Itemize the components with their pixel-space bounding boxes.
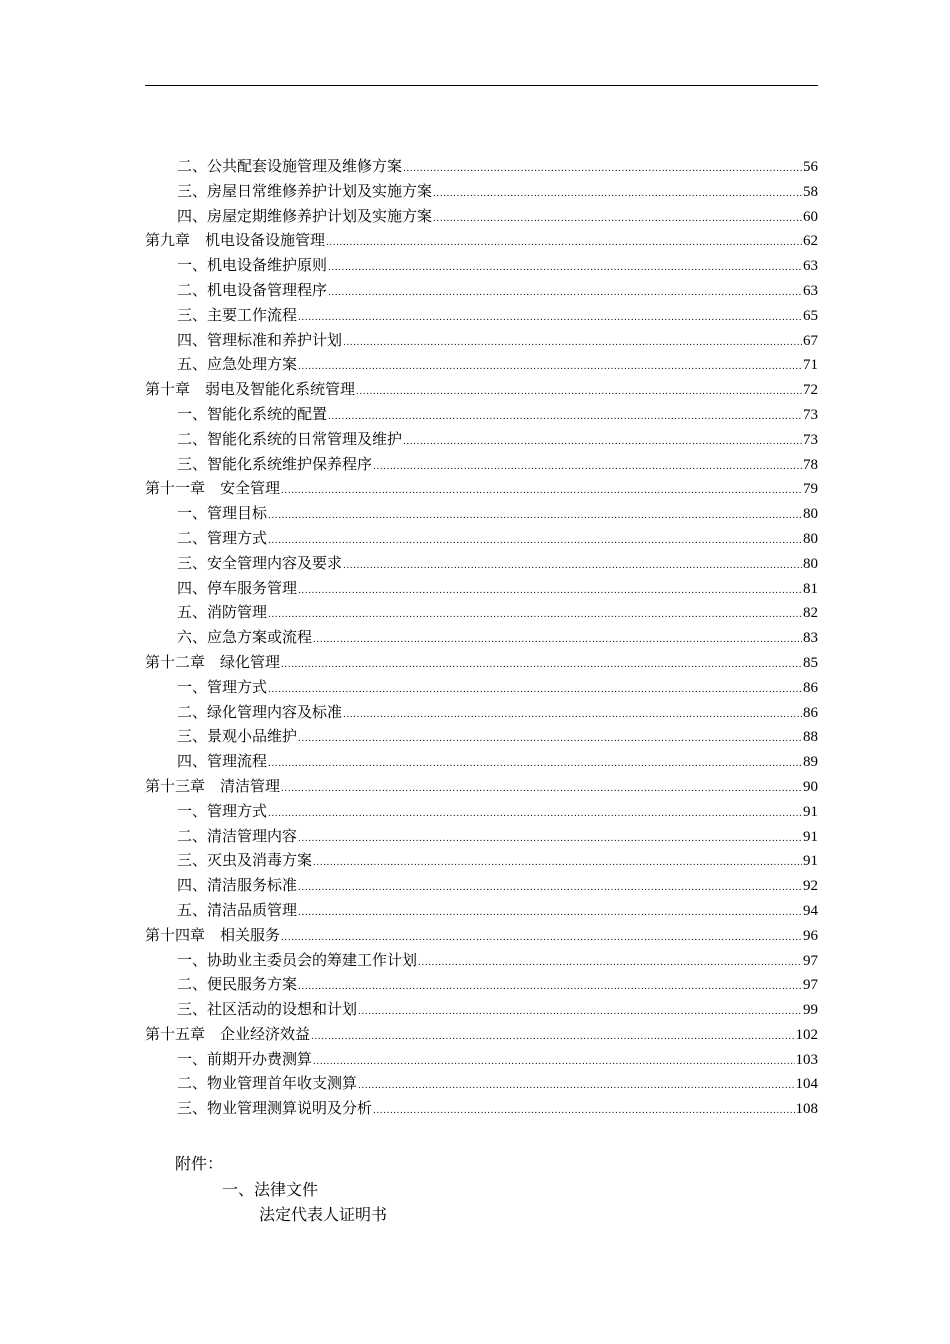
toc-dot-leader xyxy=(313,1057,794,1067)
toc-entry-title: 二、管理方式 xyxy=(177,528,268,547)
toc-dot-leader xyxy=(403,437,802,447)
appendix-title: 附件： xyxy=(175,1154,224,1173)
toc-page-number: 90 xyxy=(803,778,818,795)
toc-entry-title: 一、前期开办费测算 xyxy=(177,1049,313,1068)
toc-entry-title: 第十四章 相关服务 xyxy=(145,925,281,944)
toc-page-number: 99 xyxy=(803,1002,818,1019)
toc-dot-leader xyxy=(281,784,802,794)
toc-dot-leader xyxy=(343,561,802,571)
toc-chapter-row[interactable] xyxy=(145,1023,818,1048)
toc-section-row[interactable] xyxy=(145,453,818,478)
toc-dot-leader xyxy=(433,189,802,199)
toc-page-number: 80 xyxy=(803,530,818,547)
toc-dot-leader xyxy=(298,586,802,596)
toc-dot-leader xyxy=(311,1032,794,1042)
toc-chapter-row[interactable] xyxy=(145,775,818,800)
toc-dot-leader xyxy=(298,908,802,918)
toc-page-number: 60 xyxy=(803,208,818,225)
toc-page-number: 94 xyxy=(803,902,818,919)
toc-entry-title: 四、停车服务管理 xyxy=(177,578,298,597)
toc-entry-title: 四、清洁服务标准 xyxy=(177,876,298,895)
toc-dot-leader xyxy=(358,1081,794,1091)
toc-page-number: 82 xyxy=(803,605,818,622)
toc-page-number: 104 xyxy=(795,1076,818,1093)
toc-dot-leader xyxy=(298,834,802,844)
toc-page-number: 56 xyxy=(803,159,818,175)
toc-entry-title: 第十三章 清洁管理 xyxy=(145,776,281,795)
toc-chapter-row[interactable] xyxy=(145,924,818,949)
toc-chapter-row[interactable] xyxy=(145,378,818,403)
toc-entry-title: 三、房屋日常维修养护计划及实施方案 xyxy=(177,181,433,200)
toc-entry-title: 二、机电设备管理程序 xyxy=(177,280,328,299)
toc-page-number: 81 xyxy=(803,580,818,597)
toc-page-number: 63 xyxy=(803,258,818,275)
toc-dot-leader xyxy=(268,511,802,521)
toc-section-row[interactable] xyxy=(145,353,818,378)
toc-page-number: 92 xyxy=(803,878,818,895)
toc-dot-leader xyxy=(298,313,802,323)
toc-page-number: 58 xyxy=(803,183,818,200)
toc-page-number: 83 xyxy=(803,630,818,647)
toc-page-number: 65 xyxy=(803,307,818,324)
toc-section-row[interactable] xyxy=(145,626,818,651)
toc-section-row[interactable] xyxy=(145,849,818,874)
toc-page-number: 97 xyxy=(803,977,818,994)
toc-page-number: 72 xyxy=(803,382,818,399)
table-of-contents xyxy=(145,155,818,1122)
toc-page-number: 67 xyxy=(803,332,818,349)
toc-page-number: 88 xyxy=(803,729,818,746)
toc-section-row[interactable] xyxy=(145,502,818,527)
toc-entry-title: 三、主要工作流程 xyxy=(177,305,298,324)
toc-chapter-row[interactable] xyxy=(145,651,818,676)
toc-section-row[interactable] xyxy=(145,577,818,602)
toc-section-row[interactable] xyxy=(145,874,818,899)
toc-dot-leader xyxy=(373,462,802,472)
toc-page-number: 85 xyxy=(803,654,818,671)
toc-dot-leader xyxy=(328,263,802,273)
toc-dot-leader xyxy=(268,610,802,620)
toc-dot-leader xyxy=(328,288,802,298)
toc-section-row[interactable] xyxy=(145,949,818,974)
toc-page-number: 62 xyxy=(803,233,818,250)
toc-dot-leader xyxy=(298,734,802,744)
toc-page-number: 108 xyxy=(795,1101,818,1118)
toc-entry-title: 五、消防管理 xyxy=(177,603,268,622)
toc-entry-title: 三、社区活动的设想和计划 xyxy=(177,1000,358,1019)
toc-page-number: 97 xyxy=(803,952,818,969)
toc-entry-title: 一、智能化系统的配置 xyxy=(177,404,328,423)
appendix-sub-item: 法定代表人证明书 xyxy=(259,1205,388,1224)
toc-page-number: 91 xyxy=(803,803,818,820)
toc-dot-leader xyxy=(403,164,802,174)
toc-entry-title: 四、管理标准和养护计划 xyxy=(177,330,343,349)
toc-section-row[interactable] xyxy=(145,403,818,428)
toc-page-number: 71 xyxy=(803,357,818,374)
toc-entry-title: 三、智能化系统维护保养程序 xyxy=(177,454,373,473)
toc-page-number: 91 xyxy=(803,828,818,845)
toc-section-row[interactable] xyxy=(145,725,818,750)
toc-page-number: 86 xyxy=(803,704,818,721)
toc-section-row[interactable] xyxy=(145,1072,818,1097)
toc-page-number: 79 xyxy=(803,481,818,498)
toc-dot-leader xyxy=(356,387,802,397)
toc-section-row[interactable] xyxy=(145,279,818,304)
toc-entry-title: 二、便民服务方案 xyxy=(177,975,298,994)
toc-section-row[interactable] xyxy=(145,155,818,180)
toc-dot-leader xyxy=(268,759,802,769)
toc-section-row[interactable] xyxy=(145,825,818,850)
toc-page-number: 73 xyxy=(803,431,818,448)
toc-section-row[interactable] xyxy=(145,800,818,825)
toc-page-number: 103 xyxy=(795,1051,818,1068)
toc-entry-title: 一、管理方式 xyxy=(177,677,268,696)
toc-page-number: 102 xyxy=(795,1026,818,1043)
toc-entry-title: 一、管理方式 xyxy=(177,801,268,820)
toc-page-number: 80 xyxy=(803,506,818,523)
toc-entry-title: 三、景观小品维护 xyxy=(177,727,298,746)
toc-entry-title: 一、协助业主委员会的筹建工作计划 xyxy=(177,950,418,969)
toc-chapter-row[interactable] xyxy=(145,477,818,502)
toc-dot-leader xyxy=(433,214,802,224)
toc-entry-title: 一、机电设备维护原则 xyxy=(177,256,328,275)
toc-entry-title: 三、灭虫及消毒方案 xyxy=(177,851,313,870)
toc-entry-title: 四、管理流程 xyxy=(177,752,268,771)
toc-page-number: 78 xyxy=(803,456,818,473)
toc-section-row[interactable] xyxy=(145,552,818,577)
toc-dot-leader xyxy=(343,710,802,720)
toc-section-row[interactable] xyxy=(145,329,818,354)
toc-dot-leader xyxy=(268,685,802,695)
toc-dot-leader xyxy=(281,933,802,943)
toc-dot-leader xyxy=(313,635,802,645)
toc-entry-title: 第十五章 企业经济效益 xyxy=(145,1024,311,1043)
toc-page-number: 96 xyxy=(803,927,818,944)
toc-dot-leader xyxy=(268,809,802,819)
toc-dot-leader xyxy=(268,536,802,546)
toc-entry-title: 一、管理目标 xyxy=(177,504,268,523)
toc-section-row[interactable] xyxy=(145,701,818,726)
toc-dot-leader xyxy=(313,858,802,868)
toc-entry-title: 第十二章 绿化管理 xyxy=(145,652,281,671)
toc-entry-title: 二、绿化管理内容及标准 xyxy=(177,702,343,721)
toc-dot-leader xyxy=(358,1007,802,1017)
toc-entry-title: 第十一章 安全管理 xyxy=(145,479,281,498)
toc-section-row[interactable] xyxy=(145,676,818,701)
toc-section-row[interactable] xyxy=(145,527,818,552)
toc-section-row[interactable] xyxy=(145,973,818,998)
toc-entry-title: 三、物业管理测算说明及分析 xyxy=(177,1099,373,1118)
toc-section-row[interactable] xyxy=(145,998,818,1023)
toc-entry-title: 二、公共配套设施管理及维修方案 xyxy=(177,157,403,175)
toc-section-row[interactable] xyxy=(145,899,818,924)
toc-dot-leader xyxy=(281,660,802,670)
toc-entry-title: 第九章 机电设备设施管理 xyxy=(145,231,326,250)
toc-dot-leader xyxy=(298,362,802,372)
toc-page-number: 86 xyxy=(803,679,818,696)
appendix-item: 一、法律文件 xyxy=(222,1180,319,1199)
toc-page-number: 89 xyxy=(803,754,818,771)
toc-page-number: 91 xyxy=(803,853,818,870)
toc-dot-leader xyxy=(326,238,802,248)
toc-dot-leader xyxy=(281,486,802,496)
toc-entry-title: 二、智能化系统的日常管理及维护 xyxy=(177,429,403,448)
toc-entry-title: 四、房屋定期维修养护计划及实施方案 xyxy=(177,206,433,225)
toc-section-row[interactable] xyxy=(145,428,818,453)
toc-section-row[interactable] xyxy=(145,601,818,626)
toc-section-row[interactable] xyxy=(145,1048,818,1073)
toc-section-row[interactable] xyxy=(145,750,818,775)
toc-section-row[interactable] xyxy=(145,304,818,329)
toc-chapter-row[interactable] xyxy=(145,229,818,254)
toc-entry-title: 三、安全管理内容及要求 xyxy=(177,553,343,572)
toc-section-row[interactable] xyxy=(145,180,818,205)
toc-section-row[interactable] xyxy=(145,205,818,230)
toc-dot-leader xyxy=(418,958,802,968)
toc-entry-title: 二、物业管理首年收支测算 xyxy=(177,1074,358,1093)
toc-page-number: 80 xyxy=(803,555,818,572)
toc-dot-leader xyxy=(298,883,802,893)
toc-dot-leader xyxy=(298,982,802,992)
toc-entry-title: 五、应急处理方案 xyxy=(177,355,298,374)
toc-page-number: 73 xyxy=(803,406,818,423)
toc-dot-leader xyxy=(373,1106,794,1116)
toc-entry-title: 第十章 弱电及智能化系统管理 xyxy=(145,380,356,399)
toc-dot-leader xyxy=(328,412,802,422)
toc-dot-leader xyxy=(343,338,802,348)
header-rule xyxy=(145,85,818,86)
toc-section-row[interactable] xyxy=(145,254,818,279)
toc-page-number: 63 xyxy=(803,282,818,299)
toc-entry-title: 六、应急方案或流程 xyxy=(177,628,313,647)
toc-section-row[interactable] xyxy=(145,1097,818,1122)
toc-entry-title: 五、清洁品质管理 xyxy=(177,900,298,919)
toc-entry-title: 二、清洁管理内容 xyxy=(177,826,298,845)
